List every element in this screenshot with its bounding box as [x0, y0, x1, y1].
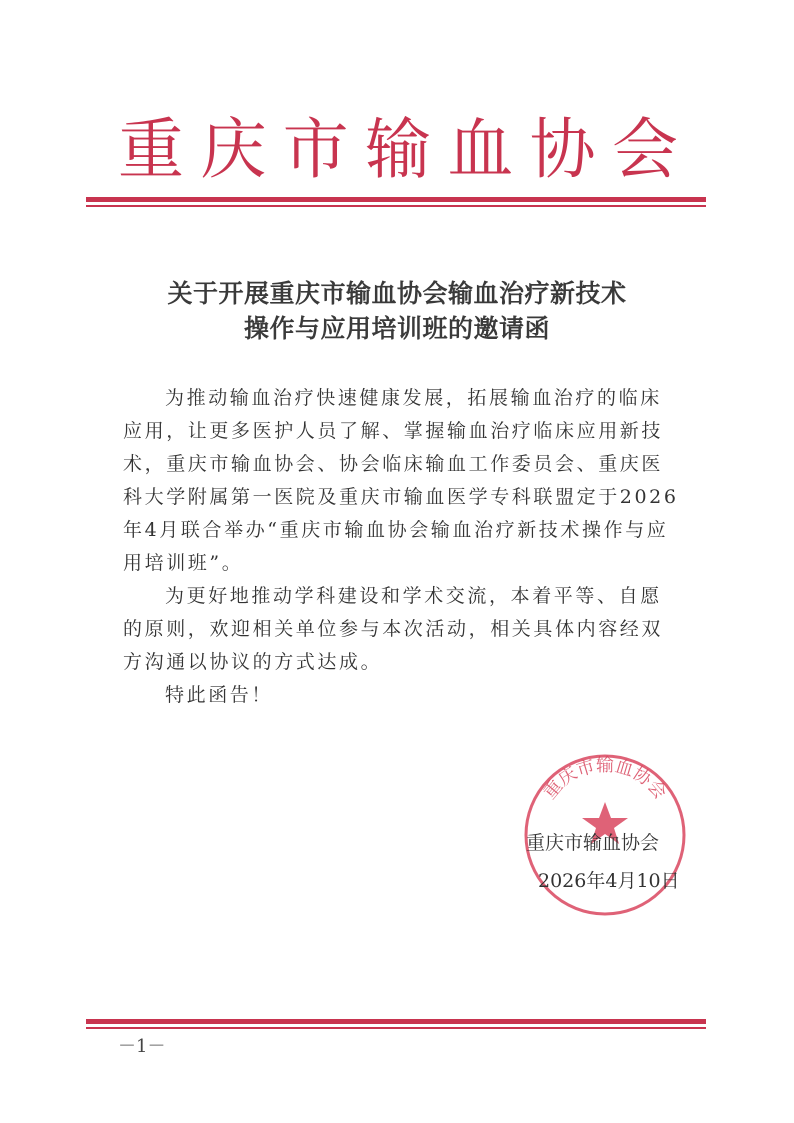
header-rule-thin — [86, 205, 706, 207]
paragraph-1 — [123, 382, 683, 580]
document-title-line2: 操作与应用培训班的邀请函 — [243, 314, 550, 343]
signature-organization: 重庆市输血协会 — [526, 832, 660, 854]
page-number: －1－ — [118, 1036, 166, 1057]
svg-text:重庆市输血协会 — [539, 755, 670, 803]
body-line: 术，重庆市输血协会、协会临床输血工作委员会、重庆医 — [123, 453, 664, 475]
document-title-line1: 关于开展重庆市输血协会输血治疗新技术 — [167, 279, 627, 308]
body-line: 应用，让更多医护人员了解、掌握输血治疗临床应用新技 — [123, 420, 664, 442]
body-line: 为更好地推动学科建设和学术交流，本着平等、自愿 — [165, 585, 662, 607]
header-rule-thick — [86, 197, 706, 202]
body-line: 科大学附属第一医院及重庆市输血医学专科联盟定于2026 — [123, 486, 679, 508]
letterhead-char: 会 — [611, 111, 678, 188]
document-body — [123, 382, 683, 712]
body-line: 方沟通以协议的方式达成。 — [123, 651, 383, 673]
letterhead-char: 输 — [364, 111, 431, 188]
letterhead-char: 协 — [529, 111, 596, 188]
body-line: 的原则，欢迎相关单位参与本次活动，相关具体内容经双 — [123, 618, 664, 640]
body-line: 用培训班”。 — [123, 552, 244, 574]
letterhead-char: 市 — [282, 111, 349, 188]
signature-date: 2026年4月10日 — [538, 870, 680, 892]
letterhead-char: 重 — [118, 111, 184, 188]
body-line: 为推动输血治疗快速健康发展，拓展输血治疗的临床 — [165, 387, 662, 409]
paragraph-2 — [123, 580, 683, 679]
body-line: 年4月联合举办“重庆市输血协会输血治疗新技术操作与应 — [123, 519, 669, 541]
footer-rule-thick — [86, 1019, 706, 1024]
seal-text: 重庆市输血协会 — [539, 755, 671, 804]
body-line: 特此函告！ — [165, 684, 274, 706]
footer-rule-thin — [86, 1027, 706, 1029]
paragraph-3 — [123, 679, 683, 712]
letterhead-char: 血 — [447, 111, 514, 188]
letterhead-organization — [118, 110, 678, 190]
letterhead-char: 庆 — [200, 111, 267, 188]
